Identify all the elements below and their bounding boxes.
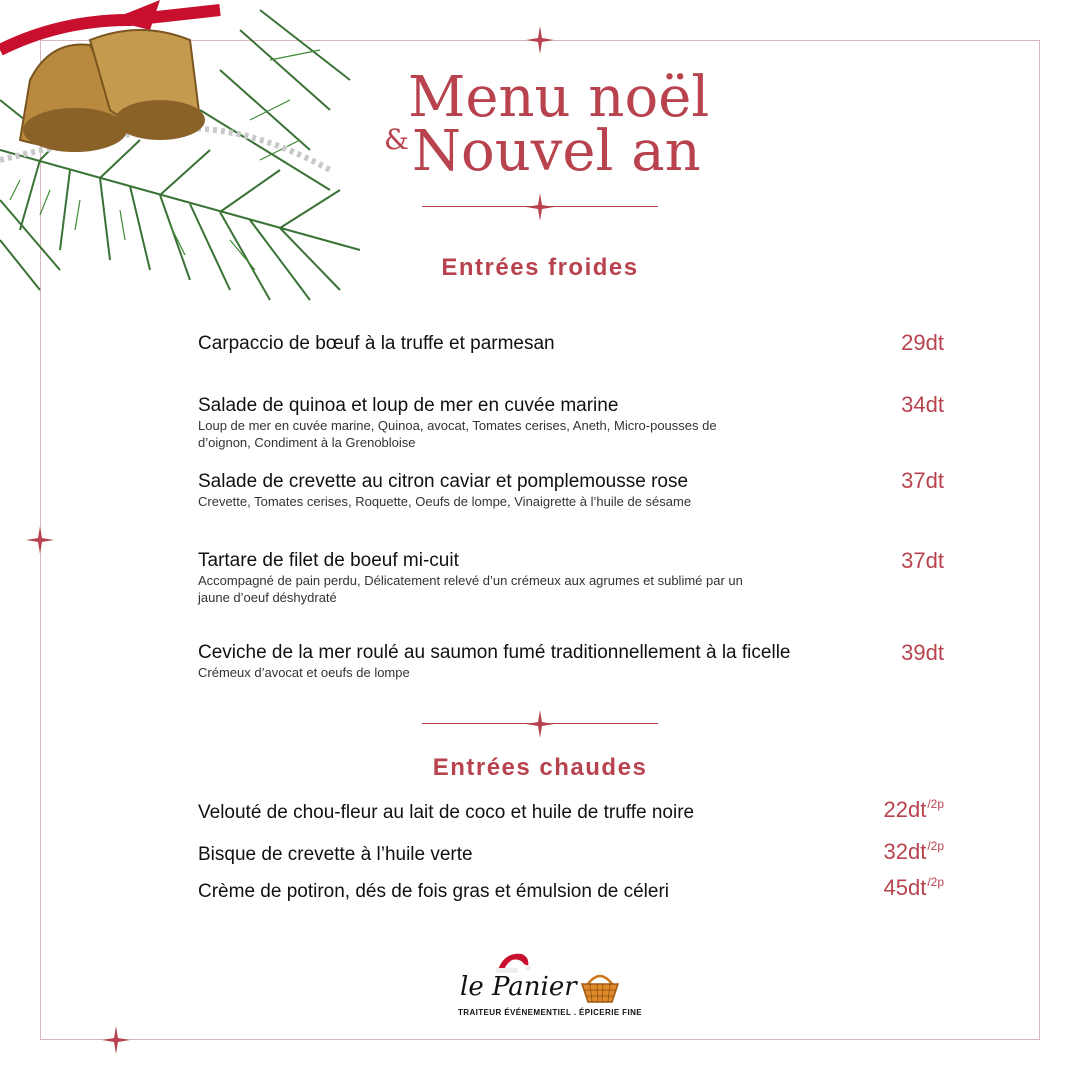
sparkle-star-icon [526, 193, 554, 221]
item-price: $22dt^{/2p}$ [883, 797, 944, 822]
item-description: Loup de mer en cuvée marine, Quinoa, avocat, Tomates cerises, Aneth, Micro-pousses de d’oignon, Condiment à la Grenobloise [198, 418, 717, 450]
menu-item [198, 332, 798, 355]
item-name: Bisque de crevette à l’huile verte [198, 844, 473, 865]
sparkle-star-icon [102, 1026, 130, 1054]
menu-item [198, 843, 798, 866]
price-suffix: /2p [927, 875, 944, 889]
price-suffix: /2p [927, 839, 944, 853]
menu-item [198, 641, 798, 681]
item-description: Crevette, Tomates cerises, Roquette, Oeufs de lompe, Vinaigrette à l’huile de sésame [198, 494, 692, 509]
sparkle-star-icon [26, 526, 54, 554]
item-price: 39dt [901, 640, 944, 665]
logo-wordmark: le Panier [460, 972, 577, 1002]
item-name: Velouté de chou-fleur au lait de coco et huile de truffe noire [198, 802, 695, 823]
menu-item [198, 549, 798, 606]
item-price: 29dt [901, 330, 944, 355]
item-name: Tartare de filet de boeuf mi-cuit [198, 550, 459, 571]
item-description: Crémeux d’avocat et oeufs de lompe [198, 665, 410, 680]
item-price: $45dt^{/2p}$ [883, 875, 944, 900]
item-price: $32dt^{/2p}$ [883, 839, 944, 864]
brand-logo [456, 950, 643, 1025]
item-name: Crème de potiron, dés de fois gras et émulsion de céleri [198, 881, 670, 902]
menu-item [198, 801, 798, 824]
basket-icon [580, 970, 620, 1004]
menu-item [198, 470, 798, 510]
menu-item [198, 394, 798, 451]
sparkle-star-icon [526, 710, 554, 738]
item-price: 37dt [901, 548, 944, 573]
item-price: 37dt [901, 468, 944, 493]
section-title-cold: Entrées froides [441, 254, 639, 281]
santa-hat-icon [494, 950, 534, 974]
title-line-2: Nouvel an [412, 119, 701, 184]
title-ampersand: & [384, 123, 409, 156]
title-line-1: Menu noël [408, 65, 710, 130]
sparkle-star-icon [526, 26, 554, 54]
section-title-hot: Entrées chaudes [432, 754, 648, 781]
menu-item [198, 880, 798, 903]
price-suffix: /2p [927, 797, 944, 811]
item-name: Carpaccio de bœuf à la truffe et parmesan [198, 333, 555, 354]
logo-tagline: TRAITEUR ÉVÉNEMENTIEL . ÉPICERIE FINE [458, 1008, 643, 1017]
item-price: 34dt [901, 392, 944, 417]
item-name: Ceviche de la mer roulé au saumon fumé traditionnellement à la ficelle [198, 642, 791, 663]
item-name: Salade de crevette au citron caviar et pomplemousse rose [198, 471, 689, 492]
item-name: Salade de quinoa et loup de mer en cuvée marine [198, 395, 619, 416]
item-description: Accompagné de pain perdu, Délicatement relevé d’un crémeux aux agrumes et sublimé par un jaune d’oeuf déshydraté [198, 573, 743, 605]
